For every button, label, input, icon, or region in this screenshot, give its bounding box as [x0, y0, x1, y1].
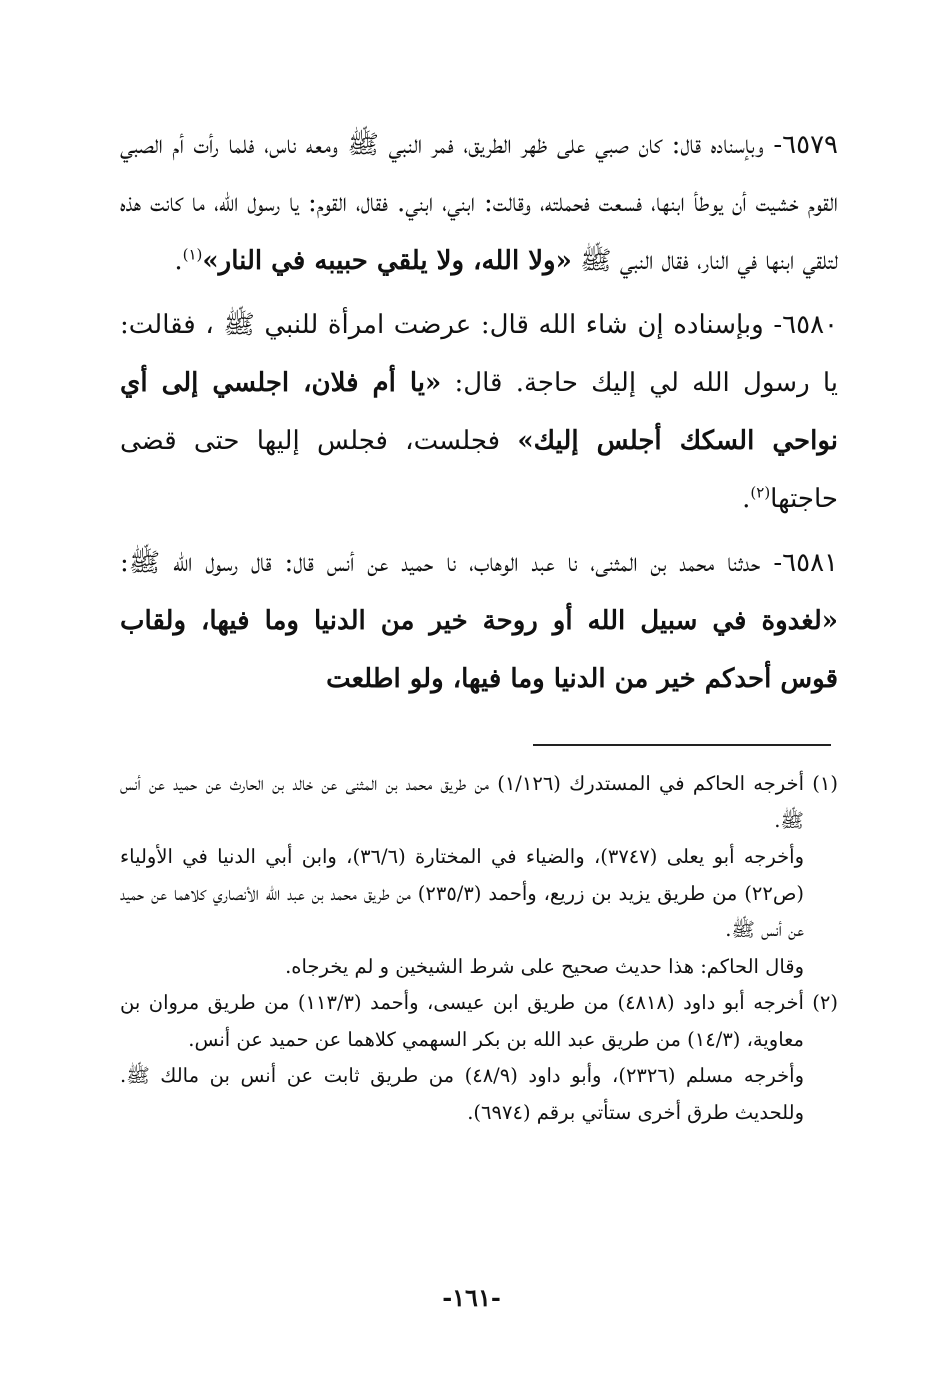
hadith-paragraph-6581 — [120, 534, 838, 708]
footnote-ref[interactable]: (١) — [182, 245, 203, 264]
hadith-quote: «لغدوة في سبيل الله أو روحة خير من الدنيا وما فيها، ولقاب قوس أحدكم خير من الدنيا وما فيها، ولو اطلعت — [120, 606, 838, 694]
paragraph-tail: . — [742, 484, 751, 514]
paragraph-text-after: فجلست، فجلس إليها حتى قضى حاجتها — [120, 426, 838, 514]
footnote-continuation: وأخرجه مسلم (٢٣٢٦)، وأبو داود (٤٨/٩) من طريق ثابت عن أنس بن مالك ﷺ. وللحديث طرق أخرى ستأتي برقم (٦٩٧٤). — [120, 1064, 804, 1124]
footnote-number: (٢) — [812, 991, 838, 1014]
footnote-line: أخرجه أبو داود (٤٨١٨) من طريق ابن عيسى، وأحمد (١١٣/٣) من طريق مروان بن معاوية، (١٤/٣) من طريق عبد الله بن بكر السهمي كلاهما عن حميد عن أنس. — [120, 991, 804, 1051]
hadith-quote: «يا أم فلان، اجلسي إلى أي نواحي السكك أجلس إليك» — [120, 368, 839, 456]
paragraph-number: ٦٥٨٠- — [773, 310, 838, 340]
footnote-number: (١) — [812, 772, 838, 795]
hadith-paragraph-6580 — [120, 296, 838, 528]
footnote-line: أخرجه الحاكم في المستدرك (١/١٢٦) من طريق محمد بن المثنى عن خالد بن الحارث عن حميد عن أنس ﷺ. — [120, 772, 804, 832]
hadith-quote: «ولا الله، ولا يلقي حبيبه في النار» — [202, 246, 572, 276]
paragraph-text: وبإسناده قال: كان صبي على ظهر الطريق، فمر النبي ﷺ ومعه ناس، فلما رأت أم الصبي القوم خشيت أن يوطأ ابنها، فسعت فحملته، وقالت: ابني، ابني. فقال، القوم: يا رسول الله، ما كانت هذه لتلقي ابنها في النار، فقال النبي ﷺ — [120, 130, 838, 276]
hadith-paragraph-6579 — [120, 116, 838, 290]
footnote-ref[interactable]: (٢) — [750, 483, 771, 502]
paragraph-text: حدثنا محمد بن المثنى، نا عبد الوهاب، نا حميد عن أنس قال: قال رسول الله ﷺ: — [120, 548, 774, 578]
main-text — [120, 116, 838, 714]
footnote-separator — [533, 744, 831, 746]
footnote-continuation: وقال الحاكم: هذا حديث صحيح على شرط الشيخين و لم يخرجاه. — [285, 954, 804, 978]
page-number: -١٦١- — [442, 1283, 501, 1312]
footnote-1 — [120, 766, 838, 985]
footnotes — [120, 766, 838, 1131]
footnote-continuation: وأخرجه أبو يعلى (٣٧٤٧)، والضياء في المختارة (٣٦/٦)، وابن أبي الدنيا في الأولياء (ص٢٢) من طريق يزيد بن زريع، وأحمد (٢٣٥/٣) من طريق محمد بن عبد الله الأنصاري كلاهما عن حميد عن أنس ﷺ. — [120, 845, 804, 941]
paragraph-number: ٦٥٧٩- — [773, 130, 838, 160]
paragraph-number: ٦٥٨١- — [773, 548, 838, 578]
footnote-2 — [120, 985, 838, 1131]
paragraph-tail: . — [174, 246, 183, 276]
paragraph-text: وبإسناده إن شاء الله قال: عرضت امرأة للنبي ﷺ ، فقالت: يا رسول الله لي إليك حاجة. قال: — [120, 310, 838, 398]
